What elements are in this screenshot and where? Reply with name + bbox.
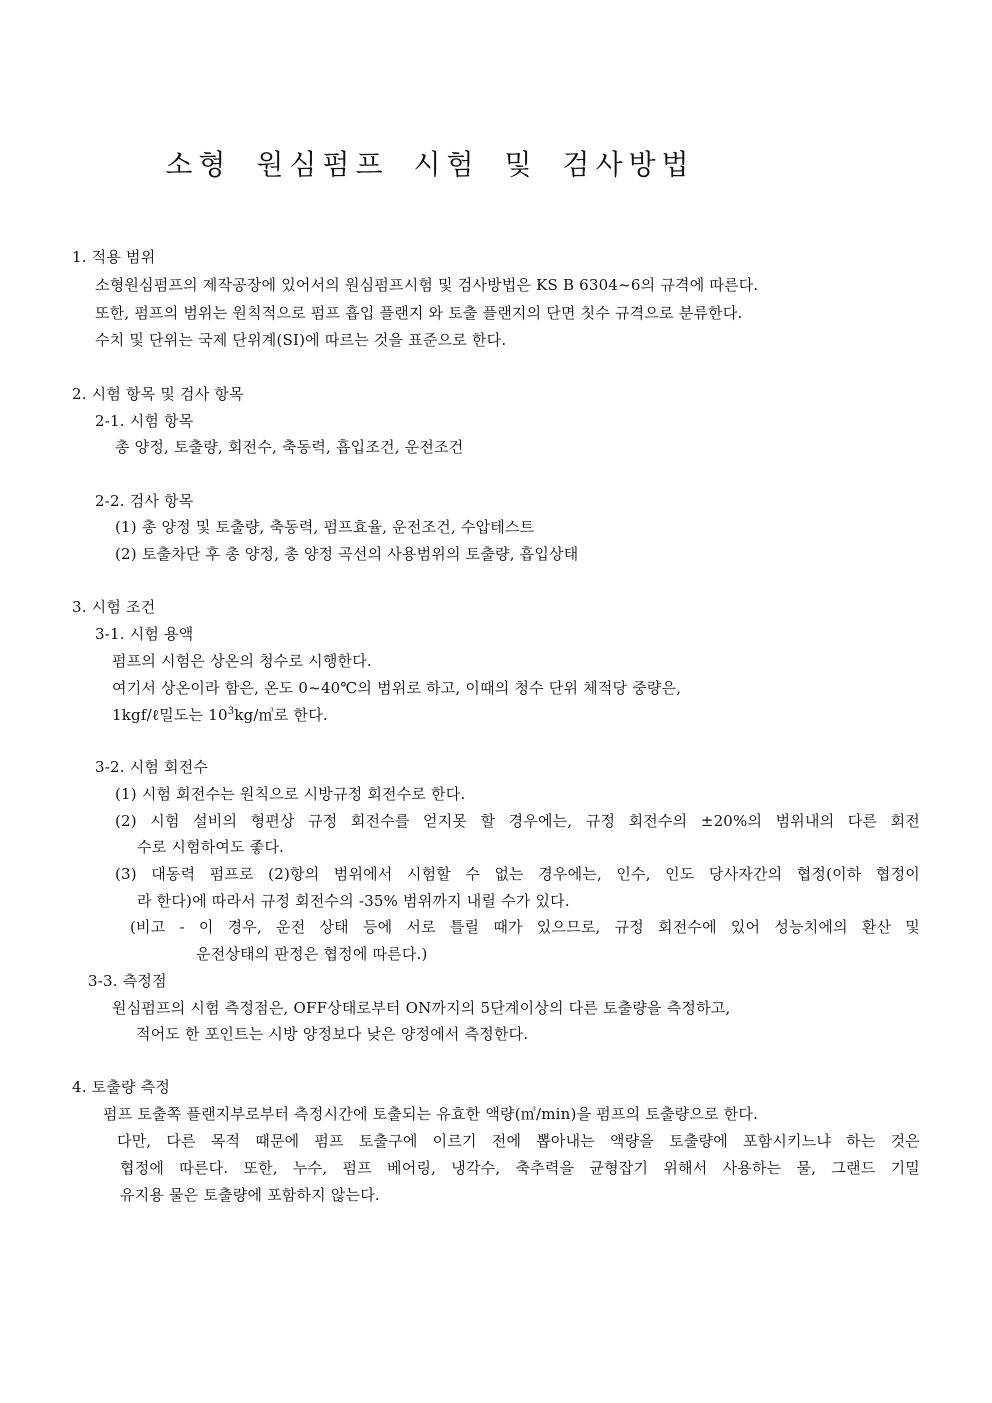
subsection-3-1-line-2: 여기서 상온이라 함은, 온도 0~40℃의 범위로 하고, 이때의 청수 단위 체적당 중량은,: [112, 679, 682, 697]
subsection-3-2-heading: 3-2. 시험 회전수: [95, 758, 209, 776]
section-4-line-2: 다만, 다른 목적 때문에 펌프 토출구에 이르기 전에 뽑아내는 액량을 토출량에 포함시키느냐 하는 것은: [117, 1132, 920, 1150]
section-1-heading: 1. 적용 범위: [72, 248, 156, 266]
subsection-3-2-note-line-1: (비고 - 이 경우, 운전 상태 등에 서로 틀릴 때가 있으므로, 규정 회전수에 있어 성능치에의 환산 및: [130, 918, 920, 936]
section-4-line-1: 펌프 토출쪽 플랜지부로부터 측정시간에 토출되는 유효한 액량(㎥/min)을 펌프의 토출량으로 한다.: [103, 1105, 759, 1123]
subsection-3-1-heading: 3-1. 시험 용액: [95, 625, 194, 643]
subsection-2-1-text: 총 양정, 토출량, 회전수, 축동력, 흡입조건, 운전조건: [115, 438, 464, 456]
subsection-2-2-item-2: (2) 토출차단 후 총 양정, 총 양정 곡선의 사용범위의 토출량, 흡입상태: [115, 545, 579, 563]
subsection-3-2-item-1: (1) 시험 회전수는 원칙으로 시방규정 회전수로 한다.: [115, 785, 466, 803]
density-text-b: kg/㎥로 한다.: [234, 706, 328, 724]
subsection-3-3-line-1: 원심펌프의 시험 측정점은, OFF상태로부터 ON까지의 5단계이상의 다른 토출량을 측정하고,: [112, 999, 731, 1017]
section-1-line-1: 소형원심펌프의 제작공장에 있어서의 원심펌프시험 및 검사방법은 KS B 6304~6의 규격에 따른다.: [95, 276, 759, 294]
density-exponent: 3: [227, 706, 235, 717]
document-title: 소형 원심펌프 시험 및 검사방법: [165, 148, 695, 181]
section-1-line-2: 또한, 펌프의 범위는 원칙적으로 펌프 흡입 플랜지 와 토출 플랜지의 단면 칫수 규격으로 분류한다.: [95, 304, 743, 322]
subsection-3-3-heading: 3-3. 측정점: [88, 972, 167, 990]
subsection-2-1-heading: 2-1. 시험 항목: [95, 412, 194, 430]
density-text-a: 1kgf/ℓ밀도는 10: [112, 706, 228, 724]
section-1-line-3: 수치 및 단위는 국제 단위계(SI)에 따르는 것을 표준으로 한다.: [95, 331, 507, 349]
section-4-heading: 4. 토출량 측정: [72, 1078, 171, 1096]
subsection-3-2-note-line-2: 운전상태의 판정은 협정에 따른다.): [196, 945, 428, 963]
section-2-heading: 2. 시험 항목 및 검사 항목: [72, 385, 244, 403]
subsection-2-2-heading: 2-2. 검사 항목: [95, 492, 194, 510]
section-3-heading: 3. 시험 조건: [72, 598, 156, 616]
section-4-line-4: 유지용 물은 토출량에 포함하지 않는다.: [120, 1186, 380, 1204]
subsection-3-2-item-3-line-2: 라 한다)에 따라서 규정 회전수의 -35% 범위까지 내릴 수가 있다.: [137, 892, 570, 910]
subsection-3-3-line-2: 적어도 한 포인트는 시방 양정보다 낮은 양정에서 측정한다.: [136, 1025, 529, 1043]
subsection-2-2-item-1: (1) 총 양정 및 토출량, 축동력, 펌프효율, 운전조건, 수압테스트: [115, 518, 535, 536]
subsection-3-1-line-1: 펌프의 시험은 상온의 청수로 시행한다.: [112, 652, 372, 670]
subsection-3-2-item-3-line-1: (3) 대동력 펌프로 (2)항의 범위에서 시험할 수 없는 경우에는, 인수, 인도 당사자간의 협정(이하 협정이: [115, 865, 920, 883]
subsection-3-2-item-2-line-2: 수로 시험하여도 좋다.: [137, 838, 285, 856]
subsection-3-1-line-3: [112, 705, 328, 725]
section-4-line-3: 협정에 따른다. 또한, 누수, 펌프 베어링, 냉각수, 축추력을 균형잡기 위해서 사용하는 물, 그랜드 기밀: [120, 1159, 920, 1177]
subsection-3-2-item-2-line-1: (2) 시험 설비의 형편상 규정 회전수를 얻지못 할 경우에는, 규정 회전수의 ±20%의 범위내의 다른 회전: [115, 812, 920, 830]
